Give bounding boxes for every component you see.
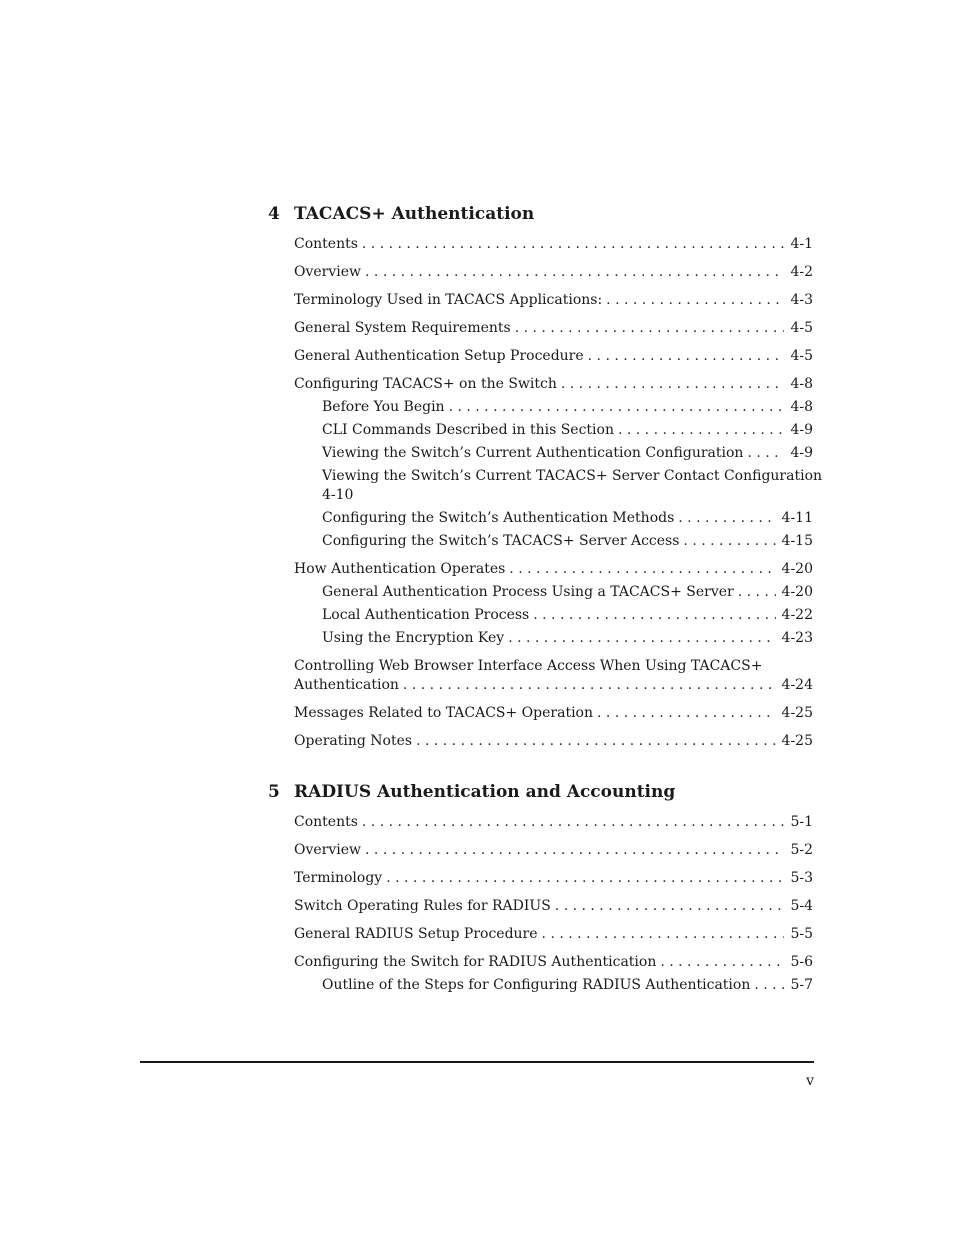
chapter-title: TACACS+ Authentication [294,204,535,224]
dot-leader [362,813,785,832]
toc-entry-page: 5-4 [790,898,813,914]
dot-leader [362,235,785,254]
toc-entry-title: General System Requirements [294,320,511,336]
dot-leader [508,629,775,648]
toc-entry-page: 4-20 [781,584,813,600]
toc-entry-page: 4-25 [781,733,813,749]
toc-entry[interactable] [294,704,813,723]
toc-entry-title-continued: Authentication [294,677,399,693]
dot-leader [683,532,775,551]
chapter-number: 4 [268,204,280,224]
toc-entry-page: 4-20 [781,561,813,577]
toc-entry[interactable] [294,869,813,888]
dot-leader [509,560,775,579]
chapter-5-section [268,780,813,995]
toc-entry-page: 4-5 [790,348,813,364]
toc-subentry[interactable] [322,509,813,528]
toc-entry[interactable] [294,319,813,338]
toc-entry-title: CLI Commands Described in this Section [322,422,614,438]
toc-entry[interactable] [294,560,813,579]
toc-entry-title: Terminology [294,870,383,886]
dot-leader [386,869,784,888]
dot-leader [449,398,785,417]
dot-leader [416,732,775,751]
footer-rule [140,1061,814,1063]
toc-entry-page: 5-6 [790,954,813,970]
toc-entry-title: Switch Operating Rules for RADIUS [294,898,551,914]
toc-entry-page: 4-9 [790,445,813,461]
toc-entry-page: 4-2 [790,264,813,280]
toc-entry-title: Configuring the Switch for RADIUS Authentication [294,954,657,970]
toc-entry[interactable] [294,925,813,944]
toc-entry-title: Configuring the Switch’s Authentication Methods [322,510,675,526]
toc-entry-page: 4-8 [790,376,813,392]
toc-entry-title: Viewing the Switch’s Current TACACS+ Server Contact Configuration [322,468,823,484]
toc-entry-title: Using the Encryption Key [322,630,505,646]
toc-entry-page: 5-5 [790,926,813,942]
chapter-number: 5 [268,782,280,802]
toc-entry[interactable] [294,813,813,832]
chapter-heading [268,780,813,804]
toc-entry[interactable] [294,897,813,916]
toc-entry-page: 4-25 [781,705,813,721]
toc-entry-title: Configuring TACACS+ on the Switch [294,376,557,392]
toc-subentry[interactable] [322,583,813,602]
toc-entry[interactable] [294,732,813,751]
toc-entry[interactable] [294,263,813,282]
toc-entry[interactable] [294,375,813,394]
toc-entry-page: 5-1 [790,814,813,830]
toc-subentry[interactable] [322,629,813,648]
toc-subentry[interactable] [322,444,813,463]
toc-entry-title: Local Authentication Process [322,607,530,623]
toc-entry[interactable] [294,347,813,366]
dot-leader [618,421,784,440]
toc-entry-title: Contents [294,814,358,830]
dot-leader [542,925,785,944]
toc-entry-page: 4-22 [781,607,813,623]
toc-entry-page: 4-10 [322,487,354,503]
toc-entry-page: 4-24 [781,677,813,693]
dot-leader [561,375,785,394]
toc-entry-title: Viewing the Switch’s Current Authentication Configuration [322,445,744,461]
dot-leader [606,291,784,310]
toc-entry-title: Outline of the Steps for Configuring RADIUS Authentication [322,977,751,993]
toc-entry-page: 4-15 [781,533,813,549]
dot-leader [515,319,785,338]
chapter-4-section [268,202,823,751]
toc-entry-title: Contents [294,236,358,252]
dot-leader [588,347,785,366]
toc-entry-page: 4-9 [790,422,813,438]
dot-leader [754,976,784,995]
toc-entry-page: 5-7 [790,977,813,993]
toc-entry[interactable] [294,291,813,310]
toc-entry-page: 4-5 [790,320,813,336]
toc-subentry[interactable] [322,976,813,995]
toc-entry-title: How Authentication Operates [294,561,506,577]
toc-entry-title: General RADIUS Setup Procedure [294,926,538,942]
toc-entry-title: Operating Notes [294,733,413,749]
dot-leader [365,263,784,282]
toc-entry-title: Terminology Used in TACACS Applications: [294,292,603,308]
toc-entry[interactable] [294,841,813,860]
dot-leader [533,606,775,625]
toc-entry[interactable] [294,657,813,695]
dot-leader [555,897,785,916]
toc-entry-title: General Authentication Setup Procedure [294,348,584,364]
toc-entry-title: Overview [294,842,362,858]
toc-entry-title: Messages Related to TACACS+ Operation [294,705,593,721]
dot-leader [660,953,784,972]
dot-leader [597,704,776,723]
dot-leader [738,583,776,602]
toc-entry-title: Configuring the Switch’s TACACS+ Server Access [322,533,680,549]
page-number: v [806,1073,814,1089]
chapter-heading [268,202,813,226]
toc-entry-page: 4-3 [790,292,813,308]
toc-entry-page: 4-1 [790,236,813,252]
chapter-title: RADIUS Authentication and Accounting [294,782,676,802]
toc-subentry[interactable] [322,467,823,505]
toc-subentry[interactable] [322,421,813,440]
toc-entry-title: Before You Begin [322,399,445,415]
dot-leader [678,509,775,528]
toc-entry-page: 4-23 [781,630,813,646]
toc-subentry[interactable] [322,398,813,417]
toc-subentry[interactable] [322,532,813,551]
toc-entry-page: 4-8 [790,399,813,415]
toc-subentry[interactable] [322,606,813,625]
toc-entry-title: General Authentication Process Using a TACACS+ Server [322,584,734,600]
toc-entry-page: 5-3 [790,870,813,886]
dot-leader [365,841,784,860]
toc-entry-page: 5-2 [790,842,813,858]
toc-entry[interactable] [294,953,813,972]
toc-entry-title: Controlling Web Browser Interface Access When Using TACACS+ [294,658,763,674]
dot-leader [747,444,784,463]
toc-entry-page: 4-11 [781,510,813,526]
toc-entry-title: Overview [294,264,362,280]
toc-entry[interactable] [294,235,813,254]
dot-leader [403,676,776,695]
